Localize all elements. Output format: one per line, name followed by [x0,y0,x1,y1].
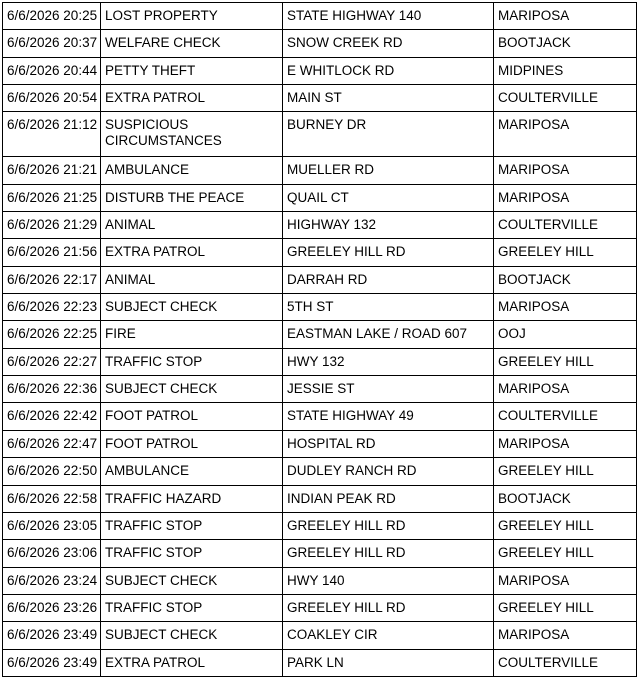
call-city-cell: MARIPOSA [494,112,637,157]
call-type-cell: SUBJECT CHECK [101,294,283,321]
call-type-cell: WELFARE CHECK [101,30,283,57]
table-row [3,321,637,348]
table-row [3,30,637,57]
call-type-cell: SUBJECT CHECK [101,567,283,594]
call-city-cell: GREELEY HILL [494,348,637,375]
call-time-cell: 6/6/2026 22:50 [3,458,101,485]
call-location-cell: JESSIE ST [283,376,494,403]
table-row [3,266,637,293]
call-time-cell: 6/6/2026 23:24 [3,567,101,594]
call-location-cell: DARRAH RD [283,266,494,293]
call-city-cell: MARIPOSA [494,430,637,457]
table-row [3,649,637,676]
call-time-cell: 6/6/2026 22:23 [3,294,101,321]
call-location-cell: 5TH ST [283,294,494,321]
call-type-cell: AMBULANCE [101,157,283,184]
call-type-cell: EXTRA PATROL [101,239,283,266]
table-row [3,112,637,157]
call-location-cell: BURNEY DR [283,112,494,157]
call-city-cell: GREELEY HILL [494,594,637,621]
call-time-cell: 6/6/2026 21:12 [3,112,101,157]
call-location-cell: SNOW CREEK RD [283,30,494,57]
call-city-cell: MARIPOSA [494,376,637,403]
table-row [3,157,637,184]
call-time-cell: 6/6/2026 23:06 [3,540,101,567]
call-type-cell: PETTY THEFT [101,57,283,84]
call-location-cell: HWY 132 [283,348,494,375]
call-type-cell: FOOT PATROL [101,430,283,457]
call-log-table [2,2,637,677]
table-row [3,403,637,430]
call-type-cell: ANIMAL [101,266,283,293]
call-type-cell: TRAFFIC STOP [101,540,283,567]
call-city-cell: GREELEY HILL [494,239,637,266]
call-city-cell: COULTERVILLE [494,85,637,112]
call-city-cell: GREELEY HILL [494,540,637,567]
call-type-cell: DISTURB THE PEACE [101,184,283,211]
call-location-cell: PARK LN [283,649,494,676]
call-type-cell: FOOT PATROL [101,403,283,430]
call-time-cell: 6/6/2026 22:27 [3,348,101,375]
call-city-cell: GREELEY HILL [494,512,637,539]
call-time-cell: 6/6/2026 23:49 [3,649,101,676]
table-row [3,567,637,594]
call-city-cell: GREELEY HILL [494,458,637,485]
call-city-cell: BOOTJACK [494,30,637,57]
call-type-cell: EXTRA PATROL [101,649,283,676]
call-time-cell: 6/6/2026 21:21 [3,157,101,184]
call-location-cell: MAIN ST [283,85,494,112]
call-location-cell: HWY 140 [283,567,494,594]
call-location-cell: EASTMAN LAKE / ROAD 607 [283,321,494,348]
call-city-cell: MARIPOSA [494,157,637,184]
call-time-cell: 6/6/2026 22:47 [3,430,101,457]
table-row [3,540,637,567]
table-row [3,57,637,84]
call-location-cell: STATE HIGHWAY 140 [283,3,494,30]
call-location-cell: INDIAN PEAK RD [283,485,494,512]
call-city-cell: MARIPOSA [494,567,637,594]
call-city-cell: MARIPOSA [494,294,637,321]
call-type-cell: SUBJECT CHECK [101,622,283,649]
call-city-cell: MARIPOSA [494,3,637,30]
call-type-cell: TRAFFIC HAZARD [101,485,283,512]
call-type-cell: TRAFFIC STOP [101,512,283,539]
call-location-cell: DUDLEY RANCH RD [283,458,494,485]
call-time-cell: 6/6/2026 21:25 [3,184,101,211]
call-time-cell: 6/6/2026 23:05 [3,512,101,539]
call-location-cell: COAKLEY CIR [283,622,494,649]
table-row [3,430,637,457]
call-location-cell: GREELEY HILL RD [283,540,494,567]
call-city-cell: MIDPINES [494,57,637,84]
call-city-cell: BOOTJACK [494,485,637,512]
call-time-cell: 6/6/2026 22:42 [3,403,101,430]
call-time-cell: 6/6/2026 20:44 [3,57,101,84]
call-city-cell: COULTERVILLE [494,649,637,676]
call-type-cell: SUBJECT CHECK [101,376,283,403]
call-city-cell: COULTERVILLE [494,212,637,239]
call-type-cell: LOST PROPERTY [101,3,283,30]
call-city-cell: BOOTJACK [494,266,637,293]
call-location-cell: HOSPITAL RD [283,430,494,457]
call-type-cell: TRAFFIC STOP [101,348,283,375]
table-row [3,348,637,375]
table-row [3,376,637,403]
call-time-cell: 6/6/2026 23:49 [3,622,101,649]
table-row [3,485,637,512]
call-type-cell: AMBULANCE [101,458,283,485]
call-type-cell: EXTRA PATROL [101,85,283,112]
call-time-cell: 6/6/2026 22:58 [3,485,101,512]
call-time-cell: 6/6/2026 22:17 [3,266,101,293]
table-row [3,184,637,211]
call-location-cell: HIGHWAY 132 [283,212,494,239]
call-time-cell: 6/6/2026 20:54 [3,85,101,112]
call-city-cell: COULTERVILLE [494,403,637,430]
table-row [3,594,637,621]
call-city-cell: OOJ [494,321,637,348]
call-time-cell: 6/6/2026 21:56 [3,239,101,266]
call-city-cell: MARIPOSA [494,184,637,211]
call-time-cell: 6/6/2026 22:25 [3,321,101,348]
call-type-cell: ANIMAL [101,212,283,239]
call-type-cell: FIRE [101,321,283,348]
table-row [3,212,637,239]
call-location-cell: MUELLER RD [283,157,494,184]
call-time-cell: 6/6/2026 21:29 [3,212,101,239]
table-row [3,622,637,649]
table-row [3,458,637,485]
call-type-cell: SUSPICIOUS CIRCUMSTANCES [101,112,283,157]
call-location-cell: STATE HIGHWAY 49 [283,403,494,430]
call-location-cell: GREELEY HILL RD [283,239,494,266]
table-row [3,512,637,539]
call-location-cell: E WHITLOCK RD [283,57,494,84]
call-location-cell: QUAIL CT [283,184,494,211]
table-row [3,294,637,321]
call-location-cell: GREELEY HILL RD [283,594,494,621]
call-time-cell: 6/6/2026 20:37 [3,30,101,57]
call-time-cell: 6/6/2026 23:26 [3,594,101,621]
table-row [3,85,637,112]
call-log-body [3,3,637,677]
call-city-cell: MARIPOSA [494,622,637,649]
call-time-cell: 6/6/2026 22:36 [3,376,101,403]
table-row [3,3,637,30]
call-type-cell: TRAFFIC STOP [101,594,283,621]
call-time-cell: 6/6/2026 20:25 [3,3,101,30]
table-row [3,239,637,266]
call-location-cell: GREELEY HILL RD [283,512,494,539]
